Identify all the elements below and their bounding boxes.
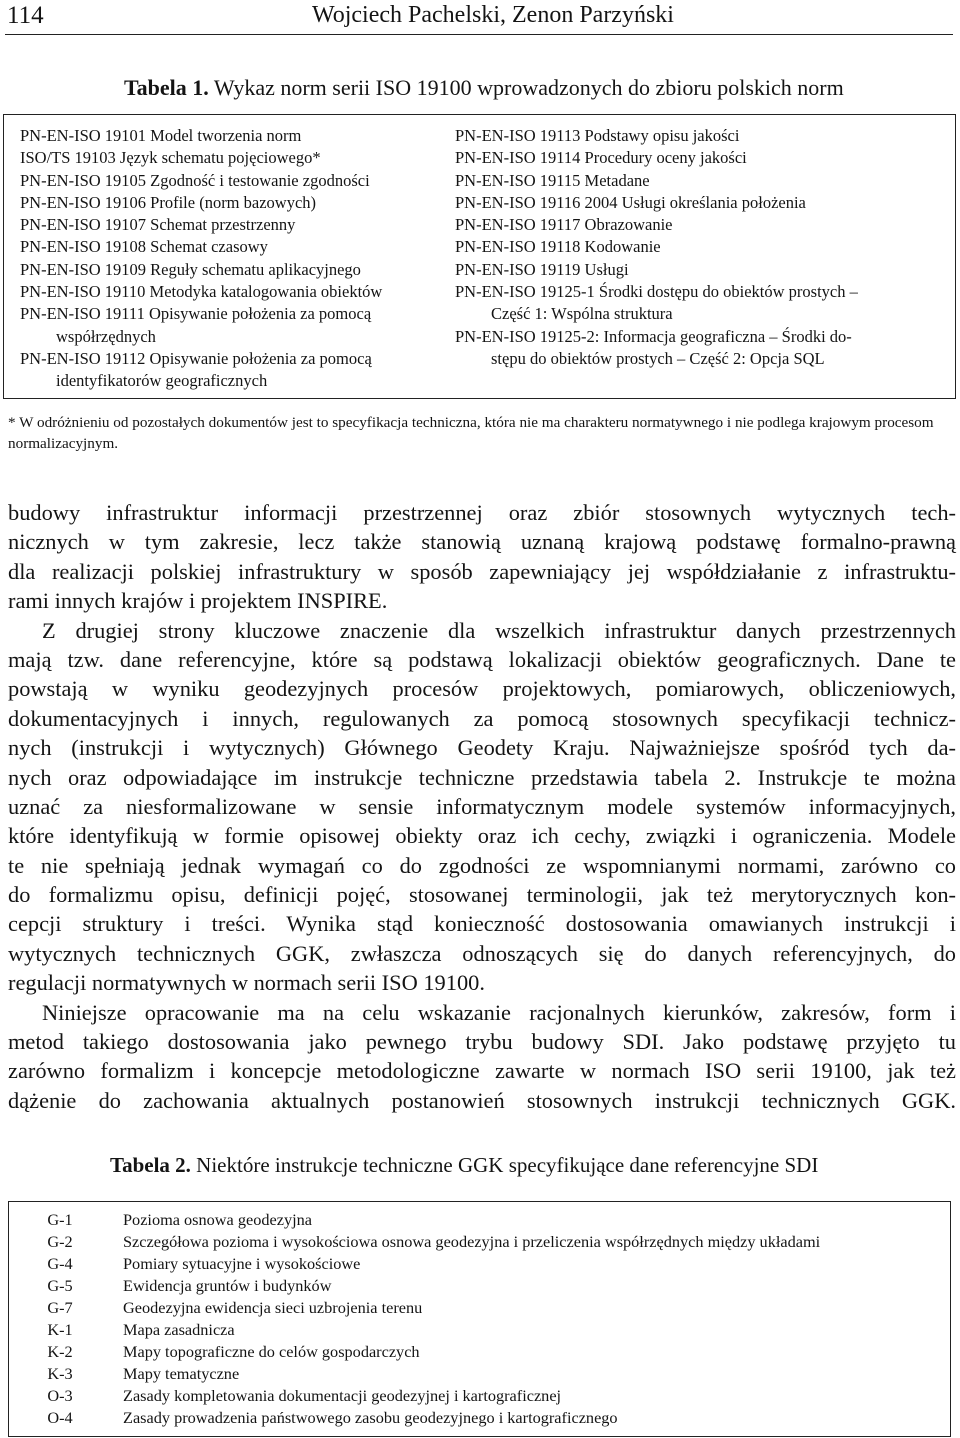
table1-entry: PN-EN-ISO 19114 Procedury oceny jakości xyxy=(455,148,747,168)
table2-code: G-2 xyxy=(47,1232,73,1251)
table1-entry: PN-EN-ISO 19115 Metadane xyxy=(455,170,650,190)
body-line: wytycznych technicznych GGK, zwłaszcza odnoszących się do danych referencyjnych, do xyxy=(8,940,956,966)
table1-left-column xyxy=(20,125,450,393)
body-line: dokumentacyjnych i innych, regulowanych za pomocą stosownych specyfikacji technicz- xyxy=(8,705,956,731)
table2-desc: Mapy tematyczne xyxy=(123,1364,240,1383)
table2-desc: Szczegółowa pozioma i wysokościowa osnowa geodezyjna i przeliczenia współrzędnych między układami xyxy=(123,1232,821,1251)
table1-right-column xyxy=(455,125,950,370)
body-line: cepcji struktury i treści. Wynika stąd konieczność dostosowania omawianych instrukcji i xyxy=(8,911,956,937)
table2-code: G-5 xyxy=(47,1276,73,1295)
body-line: regulacji normatywnych w normach serii ISO 19100. xyxy=(8,970,485,996)
body-line: nych (instrukcji i wytycznych) Głównego Geodety Kraju. Najważniejsze spośród tych da- xyxy=(8,735,956,761)
table1-entry-continuation: identyfikatorów geograficznych xyxy=(56,371,268,391)
body-line: które identyfikują w formie opisowej obiekty oraz ich cechy, związki i ograniczenia. Modele xyxy=(8,823,956,849)
table1-entry: PN-EN-ISO 19125-2: Informacja geograficzna – Środki do- xyxy=(455,326,852,346)
table2 xyxy=(8,1201,951,1437)
table1-entry: PN-EN-ISO 19110 Metodyka katalogowania obiektów xyxy=(20,282,383,302)
table1-entry: PN-EN-ISO 19109 Reguły schematu aplikacyjnego xyxy=(20,259,361,279)
body-line: nicznych w tym zakresie, lecz także stanowią uznaną krajową podstawę formalno-prawną xyxy=(8,529,956,555)
table2-desc: Mapa zasadnicza xyxy=(123,1320,235,1339)
table1 xyxy=(3,114,956,399)
table1-entry: PN-EN-ISO 19105 Zgodność i testowanie zgodności xyxy=(20,170,370,190)
table1-entry: PN-EN-ISO 19112 Opisywanie położenia za pomocą xyxy=(20,348,372,368)
table1-entry: PN-EN-ISO 19118 Kodowanie xyxy=(455,237,661,257)
body-line: do formalizmu opisu, definicji pojęć, stosowanej terminologii, jak też merytorycznych kon- xyxy=(8,882,956,908)
body-line: rami innych krajów i projektem INSPIRE. xyxy=(8,588,388,614)
table2-desc: Pomiary sytuacyjne i wysokościowe xyxy=(123,1254,361,1273)
table2-code: G-7 xyxy=(47,1298,73,1317)
table1-entry: PN-EN-ISO 19119 Usługi xyxy=(455,259,629,279)
table1-entry: PN-EN-ISO 19113 Podstawy opisu jakości xyxy=(455,126,740,145)
body-line: mają tzw. dane referencyjne, które są podstawą lokalizacji obiektów geograficznych. Dane te xyxy=(8,646,956,672)
body-line: budowy infrastruktur informacji przestrzennej oraz zbiór stosownych wytycznych tech- xyxy=(8,500,956,525)
table1-caption-text: Wykaz norm serii ISO 19100 wprowadzonych do zbioru polskich norm xyxy=(208,75,844,100)
body-line: uznać za niesformalizowane w sensie informatycznym modele systemów informacyjnych, xyxy=(8,793,956,819)
table1-entry: PN-EN-ISO 19125-1 Środki dostępu do obiektów prostych – xyxy=(455,282,858,302)
body-line: zarówno formalizm i koncepcje metodologiczne zawarte w normach ISO serii 19100, jak też xyxy=(8,1058,956,1084)
table2-desc: Geodezyjna ewidencja sieci uzbrojenia terenu xyxy=(123,1298,423,1317)
body-line: nych oraz odpowiadające im instrukcje techniczne przedstawia tabela 2. Instrukcje te można xyxy=(8,764,956,790)
body-line: metod takiego dostosowania jako pewnego trybu budowy SDI. Jako podstawę przyjęto tu xyxy=(8,1029,956,1055)
table1-entry: PN-EN-ISO 19107 Schemat przestrzenny xyxy=(20,215,296,235)
running-header xyxy=(5,0,953,35)
table2-desc: Pozioma osnowa geodezyjna xyxy=(123,1210,312,1229)
table2-code: O-4 xyxy=(47,1408,73,1427)
table1-entry: PN-EN-ISO 19117 Obrazowanie xyxy=(455,215,673,235)
table1-entry: PN-EN-ISO 19106 Profile (norm bazowych) xyxy=(20,192,317,212)
table2-desc: Mapy topograficzne do celów gospodarczych xyxy=(123,1342,420,1361)
header-authors: Wojciech Pachelski, Zenon Parzyński xyxy=(312,2,674,28)
body-text xyxy=(8,498,956,1115)
table2-code: K-3 xyxy=(47,1364,73,1383)
body-line: dla realizacji polskiej infrastruktury w sposób zapewniający jej współdziałanie z infrastruktu- xyxy=(8,558,956,584)
table2-code: G-4 xyxy=(47,1254,73,1273)
table2-code: K-2 xyxy=(47,1342,73,1361)
table1-entry-continuation: stępu do obiektów prostych – Część 2: Opcja SQL xyxy=(491,348,825,368)
table1-entry-continuation: Część 1: Wspólna struktura xyxy=(491,304,673,324)
table1-entry: PN-EN-ISO 19111 Opisywanie położenia za pomocą xyxy=(20,304,372,324)
body-line: Niniejsze opracowanie ma na celu wskazanie racjonalnych kierunków, zakresów, form i xyxy=(42,999,956,1025)
body-line: powstają w wyniku geodezyjnych procesów projektowych, pomiarowych, obliczeniowych, xyxy=(8,676,956,702)
table2-desc: Zasady prowadzenia państwowego zasobu geodezyjnego i kartograficznego xyxy=(123,1408,618,1427)
table2-code: G-1 xyxy=(47,1210,73,1229)
table1-entry: ISO/TS 19103 Język schematu pojęciowego* xyxy=(20,148,321,168)
table2-desc: Ewidencja gruntów i budynków xyxy=(123,1276,332,1295)
table2-code: O-3 xyxy=(47,1386,73,1405)
table1-footnote: * W odróżnieniu od pozostałych dokumentów jest to specyfikacja techniczna, która nie ma charakteru normatywnego i nie podlega krajowym procesom normalizacyjnym. xyxy=(8,414,934,452)
body-line: dążenie do zachowania aktualnych postanowień stosownych instrukcji technicznych GGK. xyxy=(8,1087,956,1113)
table2-caption-text: Niektóre instrukcje techniczne GGK specyfikujące dane referencyjne SDI xyxy=(190,1153,819,1177)
table1-entry-continuation: współrzędnych xyxy=(56,326,156,346)
table1-entry: PN-EN-ISO 19108 Schemat czasowy xyxy=(20,237,268,257)
table1-caption-label: Tabela 1. xyxy=(124,75,209,100)
table1-entry: PN-EN-ISO 19101 Model tworzenia norm xyxy=(20,126,302,145)
table2-caption-label: Tabela 2. xyxy=(110,1153,191,1177)
body-line: Z drugiej strony kluczowe znaczenie dla wszelkich infrastruktur danych przestrzennych xyxy=(42,617,956,643)
page-number: 114 xyxy=(7,2,44,29)
body-line: te nie spełniają jednak wymagań co do zgodności ze wspomnianymi normami, zarówno co xyxy=(8,852,956,878)
table2-code: K-1 xyxy=(47,1320,73,1339)
table2-desc: Zasady kompletowania dokumentacji geodezyjnej i kartograficznej xyxy=(123,1386,562,1405)
table1-entry: PN-EN-ISO 19116 2004 Usługi określania położenia xyxy=(455,192,806,212)
table1-caption xyxy=(124,75,844,101)
table2-caption xyxy=(110,1153,818,1178)
